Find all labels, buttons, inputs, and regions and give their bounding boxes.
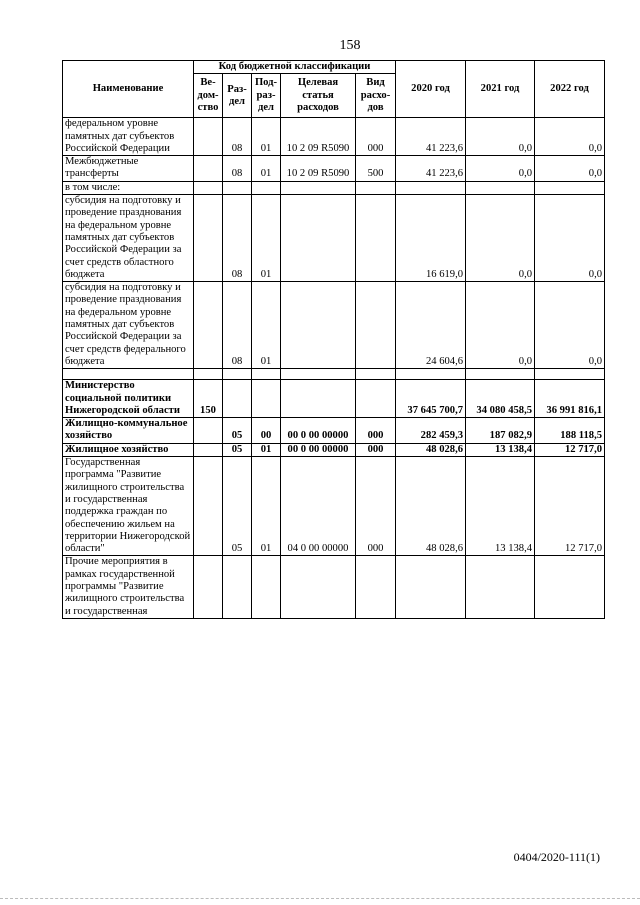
header-vid: Вид расхо-дов	[356, 74, 396, 118]
table-row	[63, 369, 605, 380]
row-celevaya	[281, 380, 356, 418]
row-celevaya: 00 0 00 00000	[281, 418, 356, 444]
table-row	[63, 118, 605, 156]
row-name: Министерство социальной политики Нижегородской области	[63, 380, 194, 418]
row-razdel: 05	[223, 443, 252, 456]
row-2020	[396, 369, 466, 380]
row-ved: 150	[194, 380, 223, 418]
row-2020: 16 619,0	[396, 195, 466, 282]
row-podrazdel: 01	[252, 195, 281, 282]
row-2022: 36 991 816,1	[535, 380, 605, 418]
row-name: в том числе:	[63, 181, 194, 194]
row-2022: 188 118,5	[535, 418, 605, 444]
row-podrazdel: 01	[252, 156, 281, 182]
row-podrazdel: 00	[252, 418, 281, 444]
row-2021: 0,0	[466, 282, 535, 369]
row-name: Государственная программа "Развитие жилищного строительства и государственная поддержка граждан по обеспечению жильем на территории Нижегородской области"	[63, 457, 194, 556]
row-2020	[396, 181, 466, 194]
row-celevaya	[281, 181, 356, 194]
table-row	[63, 556, 605, 618]
row-2020: 48 028,6	[396, 457, 466, 556]
row-podrazdel	[252, 380, 281, 418]
row-2021: 13 138,4	[466, 457, 535, 556]
row-ved	[194, 443, 223, 456]
row-podrazdel	[252, 181, 281, 194]
row-ved	[194, 369, 223, 380]
row-vid: 000	[356, 418, 396, 444]
header-2021: 2021 год	[466, 61, 535, 118]
header-2022: 2022 год	[535, 61, 605, 118]
row-2022	[535, 369, 605, 380]
row-podrazdel: 01	[252, 443, 281, 456]
row-podrazdel	[252, 556, 281, 618]
row-razdel	[223, 556, 252, 618]
row-2020	[396, 556, 466, 618]
header-razdel: Раз-дел	[223, 74, 252, 118]
table-row	[63, 282, 605, 369]
row-2021	[466, 556, 535, 618]
row-2021: 13 138,4	[466, 443, 535, 456]
row-2021: 0,0	[466, 156, 535, 182]
row-ved	[194, 556, 223, 618]
header-celevaya: Целевая статья расходов	[281, 74, 356, 118]
row-2020: 41 223,6	[396, 118, 466, 156]
scan-edge-marks	[0, 898, 640, 902]
row-2022: 0,0	[535, 118, 605, 156]
row-ved	[194, 418, 223, 444]
row-razdel: 08	[223, 118, 252, 156]
page-number: 158	[339, 38, 361, 53]
row-2020: 24 604,6	[396, 282, 466, 369]
row-2022: 12 717,0	[535, 457, 605, 556]
row-2020: 48 028,6	[396, 443, 466, 456]
header-vedomstvo: Ве-дом-ство	[194, 74, 223, 118]
row-podrazdel: 01	[252, 457, 281, 556]
row-ved	[194, 282, 223, 369]
table-row	[63, 418, 605, 444]
budget-table	[62, 60, 605, 619]
row-2021: 0,0	[466, 118, 535, 156]
row-2021: 0,0	[466, 195, 535, 282]
row-celevaya: 10 2 09 R5090	[281, 118, 356, 156]
row-razdel: 08	[223, 282, 252, 369]
row-vid	[356, 556, 396, 618]
row-name: Жилищное хозяйство	[63, 443, 194, 456]
row-ved	[194, 118, 223, 156]
header-name: Наименование	[63, 61, 194, 118]
row-vid: 500	[356, 156, 396, 182]
row-vid	[356, 369, 396, 380]
row-name: субсидия на подготовку и проведение празднования на федеральном уровне памятных дат субъектов Российской Федерации за счет средств федерального бюджета	[63, 282, 194, 369]
row-name: Прочие мероприятия в рамках государственной программы "Развитие жилищного строительства и государственная	[63, 556, 194, 618]
row-ved	[194, 457, 223, 556]
row-name: Жилищно-коммунальное хозяйство	[63, 418, 194, 444]
row-vid: 000	[356, 118, 396, 156]
row-vid	[356, 282, 396, 369]
row-2021	[466, 181, 535, 194]
table-row	[63, 156, 605, 182]
row-name	[63, 369, 194, 380]
row-2022: 12 717,0	[535, 443, 605, 456]
row-razdel: 05	[223, 418, 252, 444]
row-razdel	[223, 369, 252, 380]
row-2020: 41 223,6	[396, 156, 466, 182]
header-podrazdel: Под-раз-дел	[252, 74, 281, 118]
row-razdel: 05	[223, 457, 252, 556]
row-2022	[535, 181, 605, 194]
table-row	[63, 181, 605, 194]
row-celevaya	[281, 282, 356, 369]
row-celevaya	[281, 556, 356, 618]
row-celevaya: 00 0 00 00000	[281, 443, 356, 456]
row-2021: 187 082,9	[466, 418, 535, 444]
document-id: 0404/2020-111(1)	[513, 850, 600, 864]
row-2022: 0,0	[535, 156, 605, 182]
row-2021: 34 080 458,5	[466, 380, 535, 418]
table-row	[63, 195, 605, 282]
row-celevaya: 04 0 00 00000	[281, 457, 356, 556]
row-razdel: 08	[223, 195, 252, 282]
row-name: федеральном уровне памятных дат субъектов Российской Федерации	[63, 118, 194, 156]
row-celevaya	[281, 195, 356, 282]
header-code-group: Код бюджетной классификации	[194, 61, 396, 74]
row-ved	[194, 156, 223, 182]
row-2022	[535, 556, 605, 618]
row-ved	[194, 195, 223, 282]
row-2022: 0,0	[535, 195, 605, 282]
row-2021	[466, 369, 535, 380]
table-row	[63, 443, 605, 456]
row-name: Межбюджетные трансферты	[63, 156, 194, 182]
row-2020: 37 645 700,7	[396, 380, 466, 418]
row-razdel: 08	[223, 156, 252, 182]
row-podrazdel: 01	[252, 118, 281, 156]
row-vid	[356, 380, 396, 418]
row-2020: 282 459,3	[396, 418, 466, 444]
row-celevaya: 10 2 09 R5090	[281, 156, 356, 182]
row-podrazdel	[252, 369, 281, 380]
row-ved	[194, 181, 223, 194]
table-row	[63, 457, 605, 556]
table-row	[63, 380, 605, 418]
row-razdel	[223, 380, 252, 418]
row-vid: 000	[356, 457, 396, 556]
header-2020: 2020 год	[396, 61, 466, 118]
row-2022: 0,0	[535, 282, 605, 369]
row-vid	[356, 181, 396, 194]
row-name: субсидия на подготовку и проведение празднования на федеральном уровне памятных дат субъектов Российской Федерации за счет средств областного бюджета	[63, 195, 194, 282]
row-vid	[356, 195, 396, 282]
row-razdel	[223, 181, 252, 194]
row-vid: 000	[356, 443, 396, 456]
row-podrazdel: 01	[252, 282, 281, 369]
row-celevaya	[281, 369, 356, 380]
